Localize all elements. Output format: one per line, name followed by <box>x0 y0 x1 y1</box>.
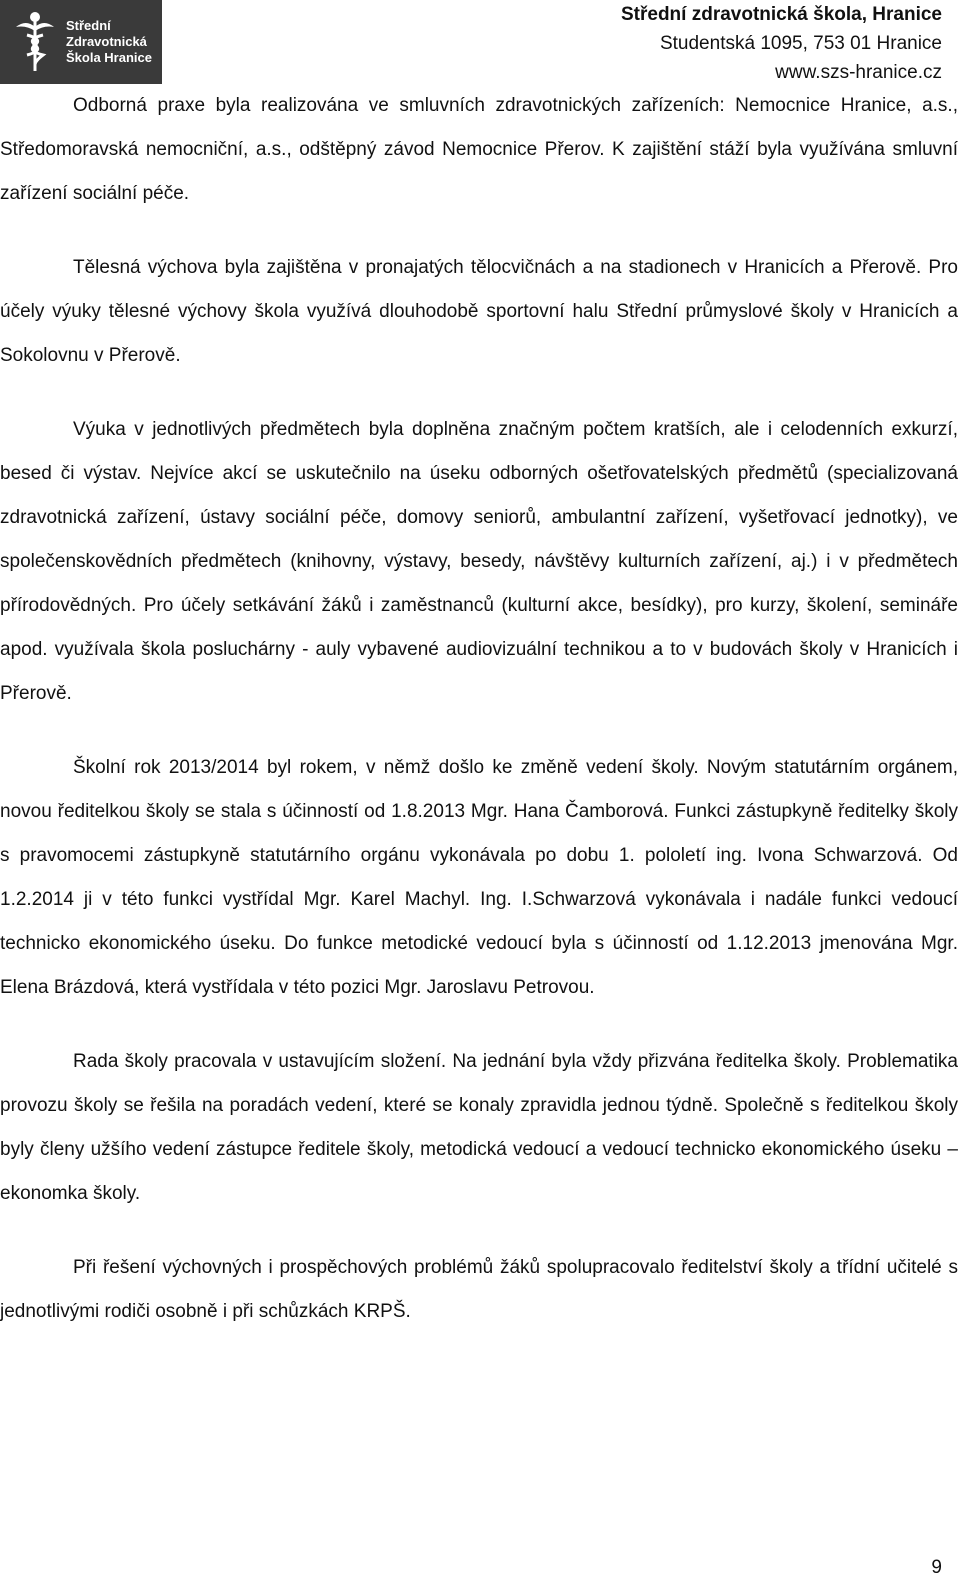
document-body <box>0 84 958 1364</box>
logo-line: Škola Hranice <box>66 50 152 65</box>
logo-line: Zdravotnická <box>66 34 147 49</box>
page-number: 9 <box>931 1557 942 1578</box>
paragraph-parents-cooperation: Při řešení výchovných i prospěchových problémů žáků spolupracovalo ředitelství školy a třídní učitelé s jednotlivými rodiči osobně i při schůzkách KRPŠ. <box>0 1257 958 1322</box>
caduceus-icon <box>10 7 60 77</box>
paragraph-excursions: Výuka v jednotlivých předmětech byla doplněna značným počtem kratších, ale i celodenních exkurzí, besed či výstav. Nejvíce akcí se uskutečnilo na úseku odborných ošetřovatelských předmětů (specializovaná zdravotnická zařízení, ústavy sociální péče, domovy seniorů, ambulantní zařízení, vyšetřovací jednotky), ve společenskovědních předmětech (knihovny, výstavy, besedy, návštěvy kulturních zařízení, aj.) i v předmětech přírodovědných. Pro účely setkávání žáků i zaměstnanců (kulturní akce, besídky), pro kurzy, školení, semináře apod. využívala škola posluchárny - auly vybavené audiovizuální technikou a to v budovách školy v Hranicích i Přerově. <box>0 419 958 704</box>
header-contact <box>621 0 942 87</box>
school-logo <box>0 0 162 84</box>
logo-text <box>66 18 152 66</box>
paragraph-management-change: Školní rok 2013/2014 byl rokem, v němž došlo ke změně vedení školy. Novým statutárním orgánem, novou ředitelkou školy se stala s účinností od 1.8.2013 Mgr. Hana Čamborová. Funkci zástupkyně ředitelky školy s pravomocemi zástupkyně statutárního orgánu vykonávala po dobu 1. pololetí ing. Ivona Schwarzová. Od 1.2.2014 ji v této funkci vystřídal Mgr. Karel Machyl. Ing. I.Schwarzová vykonávala i nadále funkci vedoucí technicko ekonomického úseku. Do funkce metodické vedoucí byla s účinností od 1.12.2013 jmenována Mgr. Elena Brázdová, která vystřídala v této pozici Mgr. Jaroslavu Petrovou. <box>0 757 958 998</box>
school-website: www.szs-hranice.cz <box>775 62 942 83</box>
paragraph-physical-education: Tělesná výchova byla zajištěna v pronajatých tělocvičnách a na stadionech v Hranicích a Přerově. Pro účely výuky tělesné výchovy škola využívá dlouhodobě sportovní halu Střední průmyslové školy v Hranicích a Sokolovnu v Přerově. <box>0 257 958 366</box>
logo-line: Střední <box>66 18 111 33</box>
paragraph-school-council: Rada školy pracovala v ustavujícím složení. Na jednání byla vždy přizvána ředitelka školy. Problematika provozu školy se řešila na poradách vedení, které se konaly zpravidla jednou týdně. Společně s ředitelkou školy byly členy užšího vedení zástupce ředitele školy, metodická vedoucí a vedoucí technicko ekonomického úseku – ekonomka školy. <box>0 1051 958 1204</box>
paragraph-practice: Odborná praxe byla realizována ve smluvních zdravotnických zařízeních: Nemocnice Hranice, a.s., Středomoravská nemocniční, a.s., odštěpný závod Nemocnice Přerov. K zajištění stáží byla využívána smluvní zařízení sociální péče. <box>0 95 958 204</box>
school-address: Studentská 1095, 753 01 Hranice <box>659 33 942 54</box>
school-name: Střední zdravotnická škola, Hranice <box>620 4 942 25</box>
